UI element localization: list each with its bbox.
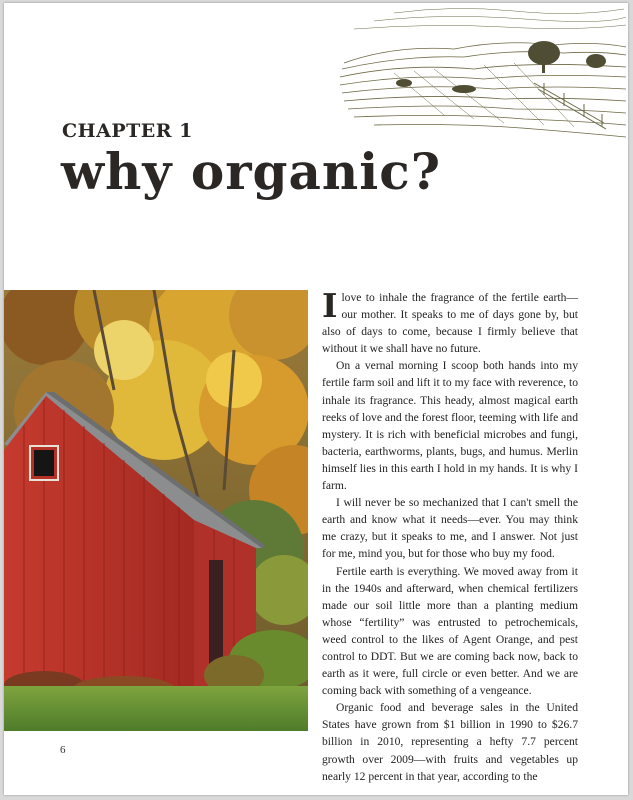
paragraph-1: [322, 286, 578, 357]
chapter-body-text: [322, 286, 578, 785]
paragraph-5: Organic food and beverage sales in the United States have grown from $1 billion in 1990 to $26.7 billion in 2010, representing a hefty 7.7 percent growth over 2009—with fruits and vegetables up nearly 12 percent in that year, according to the: [322, 701, 578, 783]
paragraph-4: Fertile earth is everything. We moved away from it in the 1940s and afterward, when chemical fertilizers made our soil little more than a planting medium whose “fertility” was entrusted to petrochemicals, weed control to the likes of Agent Orange, and pest control to DDT. But we are coming back now, back to earth as it were, full circle or even better. And we are coming back with something of a vengeance.: [322, 564, 578, 698]
paragraph-3: I will never be so mechanized that I can't smell the earth and know what it needs—ever. You may think me crazy, but it speaks to me, and I answer. Not just for me, mind you, but for those who buy my food.: [322, 496, 578, 561]
farm-landscape-etching: [334, 3, 628, 143]
paragraph-2: On a vernal morning I scoop both hands into my fertile farm soil and lift it to my face with reverence, to inhale its fragrance. This heady, almost magical earth reeks of love and the forest floor, teeming with life and mystery. It is rich with beneficial microbes and fungi, bacteria, earthworms, plants, bugs, and humus. Merlin himself lies in this earth I hold in my hands. It is why I farm.: [322, 359, 578, 493]
chapter-title: why organic?: [61, 142, 441, 201]
book-page: [4, 3, 628, 795]
paragraph-1-text: love to inhale the fragrance of the fertile earth—our mother. It speaks to me of days gone by, but also of days to come, because I firmly believe that without it we shall have no future.: [322, 291, 578, 356]
page-number: 6: [60, 744, 66, 756]
drop-cap: I: [322, 286, 338, 325]
chapter-label: CHAPTER 1: [62, 120, 193, 142]
red-barn-photo: [4, 290, 308, 731]
